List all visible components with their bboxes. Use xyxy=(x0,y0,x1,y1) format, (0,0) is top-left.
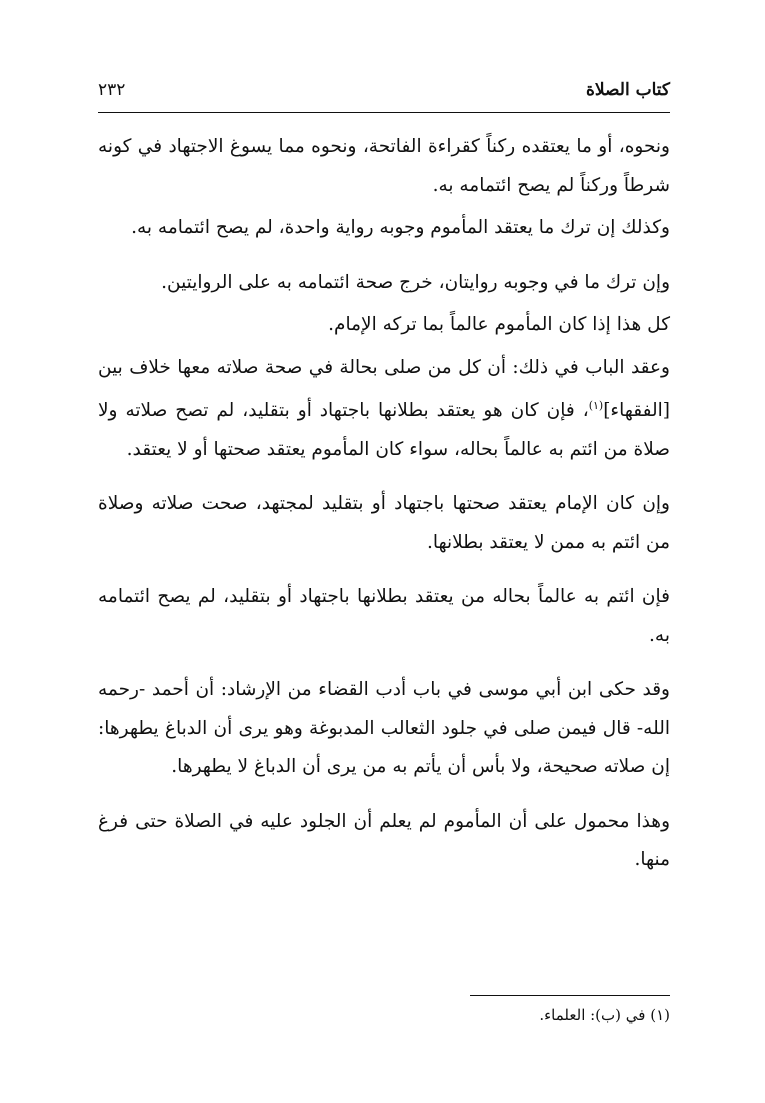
paragraph-7: فإن ائتم به عالماً بحاله من يعتقد بطلانها باجتهاد أو بتقليد، لم يصح ائتمامه به. xyxy=(98,586,670,646)
paragraph-5 xyxy=(98,349,670,470)
paragraph-6: وإن كان الإمام يعتقد صحتها باجتهاد أو بتقليد لمجتهد، صحت صلاته وصلاة من ائتم به ممن لا يعتقد بطلانها. xyxy=(98,493,670,553)
chapter-title: كتاب الصلاة xyxy=(585,80,670,100)
paragraph-4: كل هذا إذا كان المأموم عالماً بما تركه الإمام. xyxy=(328,314,670,335)
paragraph-2: وكذلك إن ترك ما يعتقد المأموم وجوبه رواية واحدة، لم يصح ائتمامه به. xyxy=(131,217,670,238)
main-text xyxy=(98,128,670,884)
page-header xyxy=(98,80,670,110)
footnote: (١) في (ب): العلماء. xyxy=(539,1006,670,1024)
paragraph-1: ونحوه، أو ما يعتقده ركناً كقراءة الفاتحة، ونحوه مما يسوغ الاجتهاد في كونه شرطاً وركناً لم يصح ائتمامه به. xyxy=(98,136,670,196)
footnote-marker: (١) xyxy=(588,399,604,412)
footnote-divider xyxy=(470,995,670,996)
paragraph-8: وقد حكى ابن أبي موسى في باب أدب القضاء من الإرشاد: أن أحمد -رحمه الله- قال فيمن صلى في جلود الثعالب المدبوغة وهو يرى أن الدباغ يطهرها: إن صلاته صحيحة، ولا بأس أن يأتم به من يرى أن الدباغ لا يطهرها. xyxy=(98,679,670,778)
header-divider xyxy=(98,112,670,113)
paragraph-5-start: وعقد الباب في ذلك: أن كل من صلى بحالة في صحة صلاته معها خلاف بين [الفقهاء] xyxy=(98,356,670,422)
paragraph-9: وهذا محمول على أن المأموم لم يعلم أن الجلود عليه في الصلاة حتى فرغ منها. xyxy=(98,810,670,871)
paragraph-3: وإن ترك ما في وجوبه روايتان، خرج صحة ائتمامه به على الروايتين. xyxy=(161,271,670,293)
paragraph-5-end: ، فإن كان هو يعتقد بطلانها باجتهاد أو بتقليد، لم تصح صلاته ولا صلاة من ائتم به عالماً بحاله، سواء كان المأموم يعتقد صحتها أو لا يعتقد. xyxy=(98,400,670,460)
page-number: ٢٣٢ xyxy=(98,80,126,100)
